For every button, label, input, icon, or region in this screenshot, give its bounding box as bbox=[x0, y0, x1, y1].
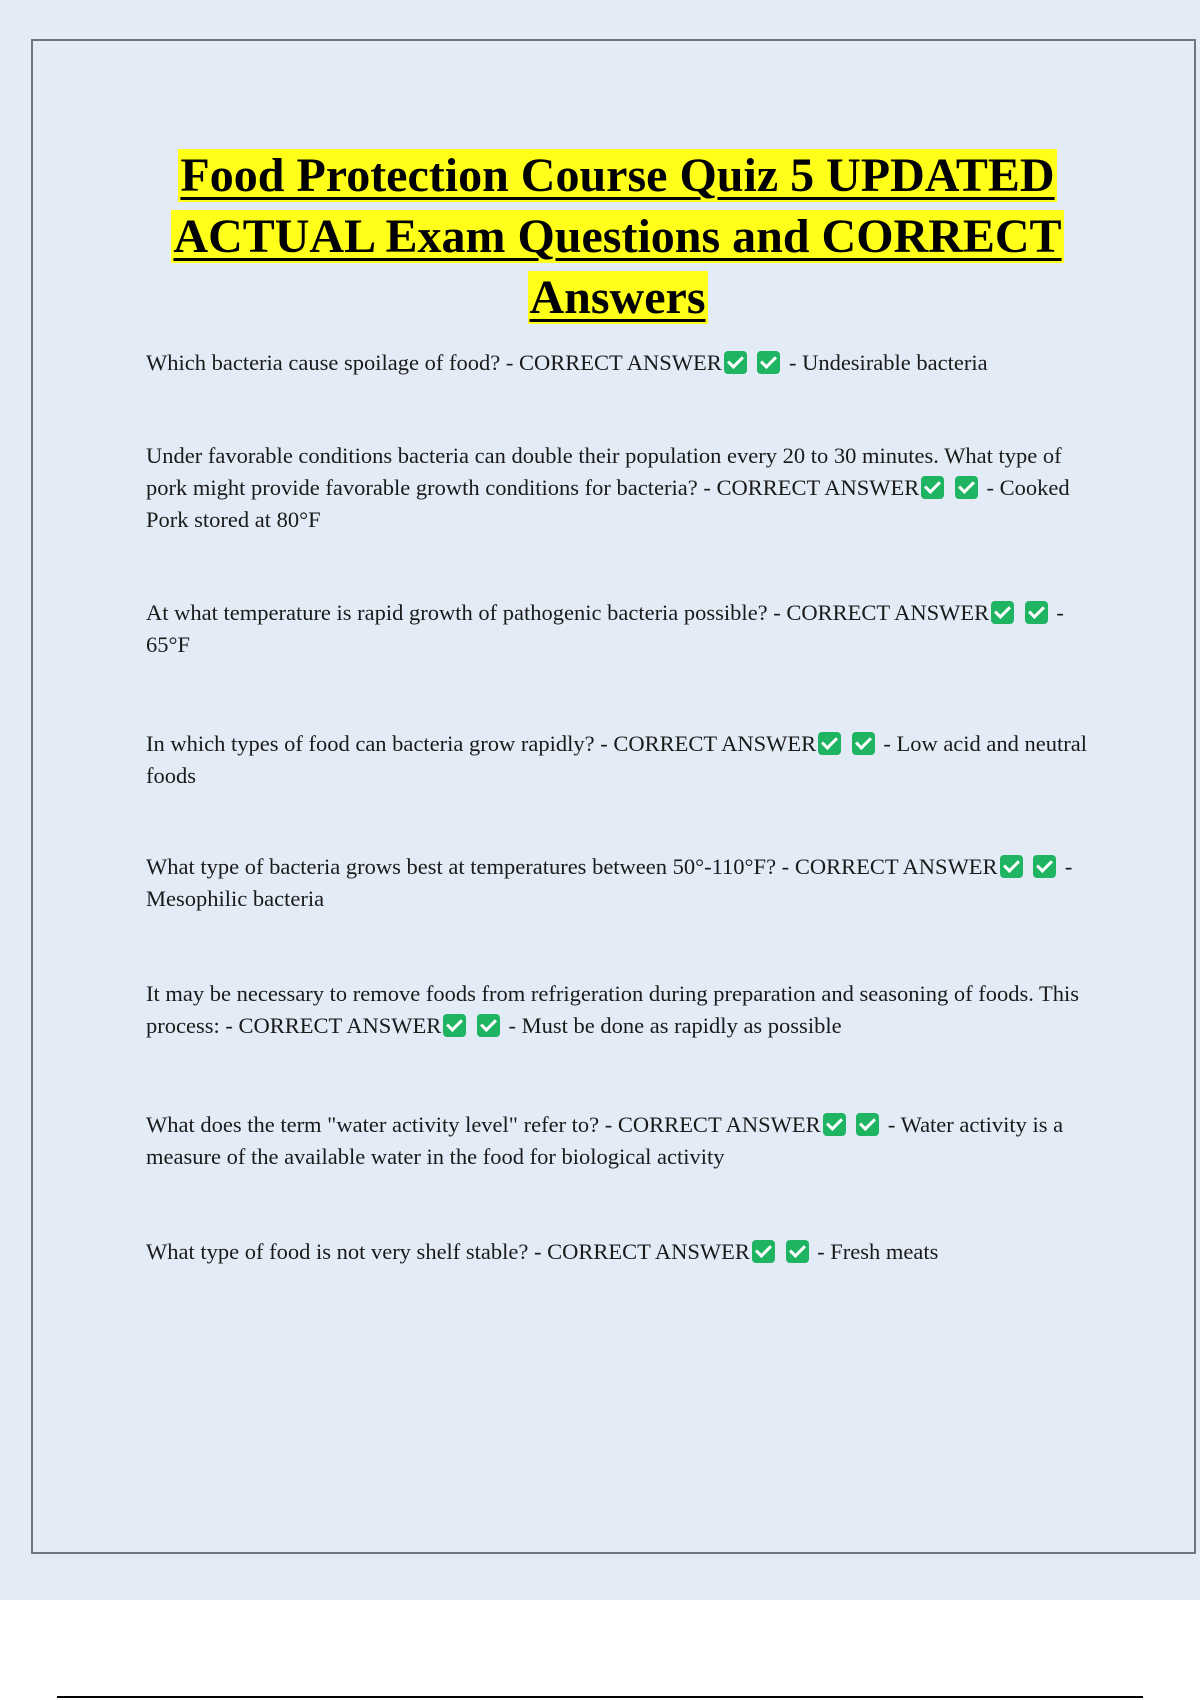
check-icon bbox=[477, 1014, 500, 1037]
check-icon bbox=[1000, 855, 1023, 878]
question-text: What type of bacteria grows best at temperatures between 50°-110°F? - bbox=[146, 854, 795, 879]
question-text: What type of food is not very shelf stable? - bbox=[146, 1239, 548, 1264]
answer-marker: CORRECT ANSWER bbox=[786, 600, 990, 625]
check-icon bbox=[1025, 601, 1048, 624]
check-icon bbox=[443, 1014, 466, 1037]
question-text: Under favorable conditions bacteria can double their population every 20 to 30 minutes. What type of pork might provide favorable growth conditions for bacteria? - bbox=[146, 443, 1062, 500]
bottom-divider bbox=[57, 1696, 1143, 1698]
qa-item-6 bbox=[146, 978, 1091, 1042]
check-icon bbox=[955, 476, 978, 499]
check-icon bbox=[818, 732, 841, 755]
question-text: In which types of food can bacteria grow rapidly? - bbox=[146, 731, 614, 756]
qa-item-5 bbox=[146, 851, 1091, 915]
qa-item-8 bbox=[146, 1236, 1091, 1268]
document-title bbox=[120, 145, 1115, 328]
answer-marker: CORRECT ANSWER bbox=[617, 1112, 821, 1137]
qa-item-1 bbox=[146, 347, 1091, 379]
question-text: Which bacteria cause spoilage of food? - bbox=[146, 350, 519, 375]
answer-text: - Cooked Pork stored at 80°F bbox=[146, 475, 1070, 532]
check-icon bbox=[991, 601, 1014, 624]
answer-marker: CORRECT ANSWER bbox=[518, 350, 722, 375]
check-icon bbox=[921, 476, 944, 499]
qa-item-7 bbox=[146, 1109, 1091, 1173]
document-title-text: Food Protection Course Quiz 5 UPDATED ACTUAL Exam Questions and CORRECT Answers bbox=[173, 149, 1062, 324]
question-text: It may be necessary to remove foods from refrigeration during preparation and seasoning of foods. This process: - bbox=[146, 981, 1080, 1038]
question-text: What does the term "water activity level" refer to? - bbox=[146, 1112, 618, 1137]
check-icon bbox=[757, 351, 780, 374]
check-icon bbox=[752, 1240, 775, 1263]
answer-marker: CORRECT ANSWER bbox=[238, 1013, 442, 1038]
check-icon bbox=[823, 1113, 846, 1136]
answer-text: - Low acid and neutral foods bbox=[146, 731, 1087, 788]
qa-item-4 bbox=[146, 728, 1091, 792]
answer-text: - Mesophilic bacteria bbox=[146, 854, 1073, 911]
answer-marker: CORRECT ANSWER bbox=[716, 475, 920, 500]
check-icon bbox=[786, 1240, 809, 1263]
answer-marker: CORRECT ANSWER bbox=[794, 854, 998, 879]
question-text: At what temperature is rapid growth of pathogenic bacteria possible? - bbox=[146, 600, 787, 625]
check-icon bbox=[856, 1113, 879, 1136]
qa-item-2 bbox=[146, 440, 1091, 536]
check-icon bbox=[852, 732, 875, 755]
answer-marker: CORRECT ANSWER bbox=[613, 731, 817, 756]
answer-marker: CORRECT ANSWER bbox=[547, 1239, 750, 1264]
qa-item-3 bbox=[146, 597, 1091, 661]
answer-text: - Fresh meats bbox=[811, 1239, 939, 1264]
check-icon bbox=[724, 351, 747, 374]
answer-text: - Must be done as rapidly as possible bbox=[502, 1013, 842, 1038]
check-icon bbox=[1033, 855, 1056, 878]
answer-text: - Undesirable bacteria bbox=[783, 350, 988, 375]
answer-text: - Water activity is a measure of the available water in the food for biological activity bbox=[146, 1112, 1064, 1169]
answer-text: - 65°F bbox=[146, 600, 1064, 657]
